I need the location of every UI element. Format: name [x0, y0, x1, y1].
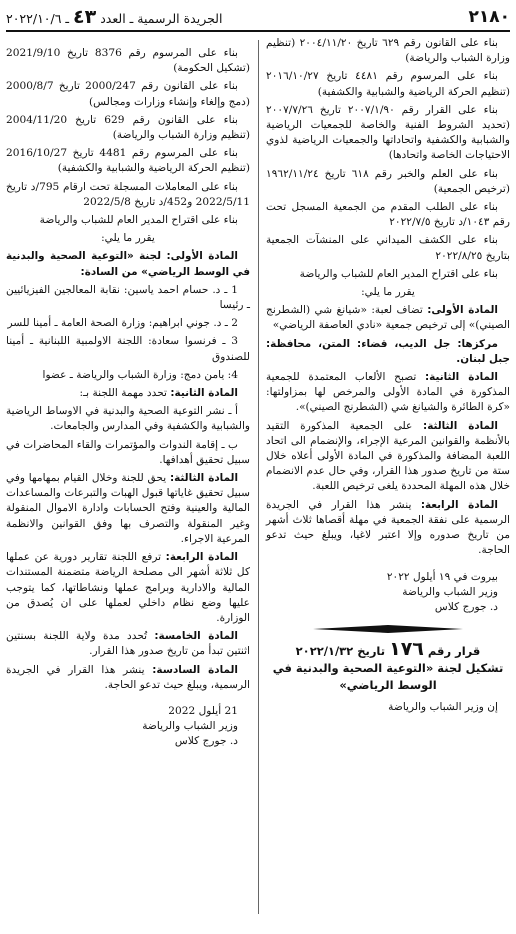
article-4: [6, 550, 250, 626]
article-1-location: مركزها: جل الديب، قضاء: المتن، محافظة: جبل لبنان.: [266, 337, 510, 365]
article-label: المادة الثانية:: [170, 387, 238, 400]
task-item: أ ـ نشر التوعية الصحية والبدنية في الاوساط الرياضية والشبابية والكشفية وفي المدارس والجامعات.: [6, 405, 250, 433]
article-text: تضاف لعبة: «شيانغ شي (الشطرنج الصيني)» إلى ترخيص جمعية «نادي العاصفة الرياضي»: [266, 304, 510, 332]
committee-member: 2 ـ د. جوني ابراهيم: وزارة الصحة العامة ـ أمينا للسر: [7, 317, 238, 330]
preamble-paragraph: بناء على المرسوم رقم 4481 تاريخ 2016/10/27 (تنظيم الحركة الرياضية والشبابية والكشفية): [6, 147, 250, 175]
committee-member: 1 ـ د. حسام احمد ياسين: نقابة المعالجين الفيزيائيين ـ رئيسا: [6, 283, 250, 312]
gazette-name: الجريدة الرسمية ـ العدد: [100, 11, 223, 26]
preamble-paragraph: بناء على العلم والخبر رقم ٦١٨ تاريخ ١٩٦٢/١١/٢٤ (ترخيص الجمعية): [266, 167, 510, 195]
article-text: تحدد مهمة اللجنة بـ:: [79, 387, 171, 400]
preamble-paragraph: بناء على الطلب المقدم من الجمعية المسجل تحت رقم ١٠٤٣/د تاريخ ٢٠٢٢/٧/٥: [266, 201, 510, 229]
signature-name: د. جورج كلاس: [434, 600, 498, 613]
signature-title: وزير الشباب والرياضة: [402, 585, 498, 598]
decision-subject: تشكيل لجنة «التوعية الصحية والبدنية في الوسط الرياضي»: [272, 661, 504, 693]
article-label: المادة السادسة:: [152, 663, 238, 676]
article-label: المادة الثالثة:: [423, 419, 498, 432]
decides-line: يقرر ما يلي:: [101, 232, 155, 245]
decision-number-line: [266, 638, 510, 661]
preamble-paragraph: بناء على الكشف الميداني على المنشآت الجمعية بتاريخ ٢٠٢٢/٨/٢٥: [266, 234, 510, 262]
article-1: [266, 303, 510, 333]
issue-number: ٤٣: [73, 6, 97, 28]
article-text: ينشر هذا القرار في الجريدة الرسمية على نفقة الجمعية في مهلة أقصاها ثلاث أشهر من تاريخ صدوره وإلا اعتبر لاغيا، ويبلغ حيث تدعو الحاجة.: [266, 498, 510, 557]
article-6: [6, 663, 250, 693]
article-3: [6, 471, 250, 547]
article-text: تُحدد مدة ولاية اللجنة بسنتين اثنتين تبدأ من تاريخ صدور هذا القرار.: [6, 630, 250, 658]
preamble-paragraph: بناء على القانون رقم 2000/247 تاريخ 2000/8/7 (دمج وإلغاء وإنشاء وزارات ومجالس): [6, 80, 250, 108]
article-label: المادة الرابعة:: [420, 498, 498, 511]
article-text: على الجمعية المذكورة التقيد بالأنظمة والقوانين المرعية الإجراء، والإنضمام الى اتحاد اللعبة المضافة والمذكورة في المادة الأولى أعلاه خلال ستة من تاريخ صدور هذا القرار، وفي حال عدم الانضمام خلال هذه المهلة المحددة يلغى ترخيص اللعبة.: [266, 419, 510, 493]
article-5: [6, 629, 250, 659]
preamble-paragraph: بناء على اقتراح المدير العام للشباب والرياضة: [39, 214, 238, 227]
decision-prefix: قرار رقم: [427, 644, 481, 659]
column-divider: [258, 40, 259, 914]
article-label: المادة الخامسة:: [154, 630, 238, 643]
decision-number: ١٧٦: [389, 638, 424, 661]
preamble-paragraph: بناء على القانون رقم 629 تاريخ 2004/11/20 (تنظيم وزارة الشباب والرياضة): [6, 113, 250, 142]
page-header: [6, 4, 510, 32]
preamble-paragraph: بناء على المرسوم رقم 8376 تاريخ 2021/9/10 (تشكيل الحكومة): [6, 47, 250, 75]
committee-member: 4: يامن دمج: وزارة الشباب والرياضة ـ عضوا: [42, 368, 238, 381]
article-text: ترفع اللجنة تقارير دورية عن عملها كل ثلاثة أشهر الى مصلحة الرياضة متضمنة المستندات المالية والادارية وبرامج عملها ونشاطاتها، كما يتوجب عليها وضع نظام داخلي لعملها على ان يُصدق من الوزارة.: [6, 551, 250, 624]
page-number: ٢١٨٠: [468, 7, 510, 27]
decides-line: يقرر ما يلي:: [361, 286, 415, 299]
running-head: [6, 6, 222, 28]
preamble-paragraph: بناء على المرسوم رقم ٤٤٨١ تاريخ ٢٠١٦/١٠/٢٧ (تنظيم الحركة الرياضية والشبابية والكشفية): [266, 70, 510, 98]
task-item: ب ـ إقامة الندوات والمؤتمرات والقاء المحاضرات في سبيل تحقيق أهدافها.: [6, 438, 250, 466]
article-text: ينشر هذا القرار في الجريدة الرسمية، ويبلغ حيث تدعو الحاجة.: [6, 663, 250, 691]
committee-member: 3 ـ فرنسوا سعادة: اللجنة الاولمبية اللبنانية ـ أمينا للصندوق: [6, 335, 250, 363]
preamble-paragraph: بناء على اقتراح المدير العام للشباب والرياضة: [299, 267, 498, 280]
preamble-paragraph: بناء على المعاملات المسجلة تحت ارقام 795/د تاريخ 2022/5/11 و452/د تاريخ 2022/5/8: [6, 180, 250, 208]
article-text: لجنة «التوعية الصحية والبدنية في الوسط الرياضي» من السادة:: [6, 250, 250, 278]
article-text: تصبح الألعاب المعتمدة للجمعية المذكورة في المادة الأولى والمرخص لها بمزاولتها: «كرة الطائرة والشيانغ شي (الشطرنج الصيني)».: [266, 371, 510, 414]
preamble-paragraph: بناء على القانون رقم ٦٢٩ تاريخ ٢٠٠٤/١١/٢٠ (تنظيم وزارة الشباب والرياضة): [266, 37, 510, 65]
article-4: [266, 498, 510, 559]
left-column: [6, 46, 250, 750]
decision-heading: [266, 638, 510, 694]
signature-date: 21 أيلول 2022: [168, 704, 238, 717]
signature-name: د. جورج كلاس: [174, 735, 238, 748]
article-label: المادة الرابعة:: [165, 551, 238, 564]
article-2: [6, 386, 250, 401]
article-text: يحق للجنة وخلال القيام بمهامها وفي سبيل تحقيق غاياتها قبول الهبات والتبرعات والمساعدات المالية والعينية وفتح الحسابات وادارة الاموال المنقولة وغير المنقولة والتصرف بها وفق القوانين والانظمة المرعية الاجراء.: [6, 472, 250, 545]
right-column: [266, 36, 510, 718]
issuer-line: إن وزير الشباب والرياضة: [388, 701, 498, 714]
article-label: المادة الثالثة:: [169, 472, 239, 485]
issue-date: ـ ٢٠٢٢/١٠/٦: [6, 11, 70, 26]
article-3: [266, 419, 510, 495]
decision-date: تاريخ ٢٠٢٢/١/٣٢: [295, 644, 386, 659]
preamble-paragraph: بناء على القرار رقم ٢٠٠٧/١/٩٠ تاريخ ٢٠٠٧/٧/٢٦ (تحديد الشروط الفنية والخاصة للجمعيات الرياضية والشبابية والكشفية واتحاداتها والجمعيات الرياضية لذوي الاحتياجات الخاصة واتحادها): [266, 103, 510, 162]
article-2: [266, 370, 510, 416]
signature-date: بيروت في ١٩ أيلول ٢٠٢٢: [386, 570, 498, 583]
section-separator-ornament: [266, 625, 510, 633]
article-label: المادة الأولى:: [166, 250, 238, 263]
article-1: [6, 249, 250, 279]
article-label: المادة الأولى:: [427, 304, 498, 317]
signature-title: وزير الشباب والرياضة: [142, 720, 238, 733]
article-label: المادة الثانية:: [425, 371, 498, 384]
